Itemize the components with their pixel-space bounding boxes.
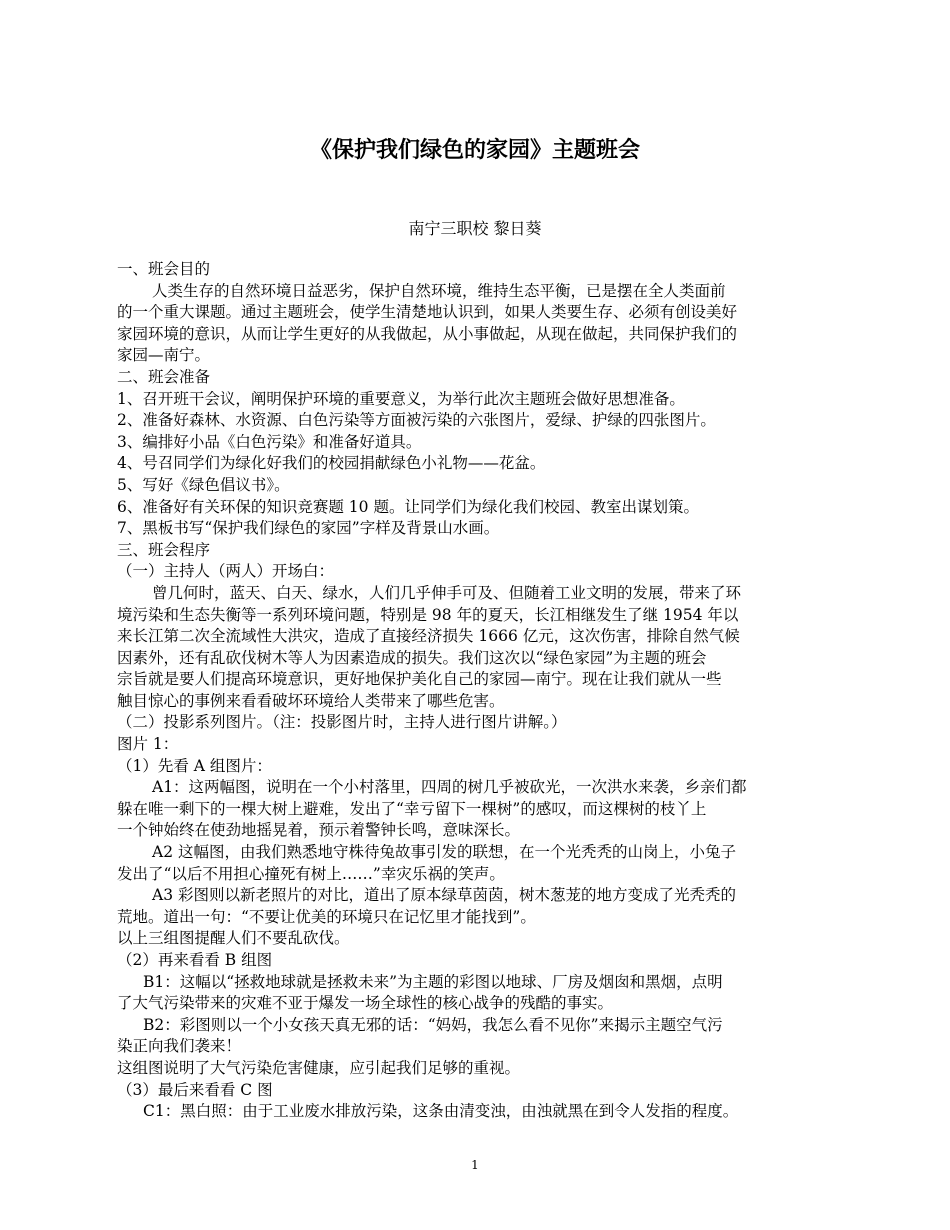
text-line: 人类生存的自然环境日益恶劣，保护自然环境，维持生态平衡，已是摆在全人类面前 [152, 281, 726, 300]
text-line: 荒地。道出一句：“不要让优美的环境只在记忆里才能找到”。 [117, 907, 536, 926]
text-line: 这组图说明了大气污染危害健康，应引起我们足够的重视。 [117, 1058, 521, 1077]
text-line: 6、准备好有关环保的知识竞赛题 10 题。让同学们为绿化我们校园、教室出谋划策。 [117, 497, 699, 516]
text-line: （一）主持人（两人）开场白： [117, 562, 335, 581]
page-number: 1 [471, 1158, 479, 1172]
text-line: 因素外，还有乱砍伐树木等人为因素造成的损失。我们这次以“绿色家园”为主题的班会 [117, 648, 707, 667]
text-line: 境污染和生态失衡等一系列环境问题，特别是 98 年的夏天，长江相继发生了继 1954 年以 [117, 605, 739, 624]
text-line: 7、黑板书写“保护我们绿色的家园”字样及背景山水画。 [117, 519, 500, 538]
text-line: （二）投影系列图片。（注：投影图片时，主持人进行图片讲解。） [117, 713, 567, 732]
text-line: 一、班会目的 [117, 260, 211, 278]
text-line: 二、班会准备 [117, 367, 211, 386]
text-line: 2、准备好森林、水资源、白色污染等方面被污染的六张图片，爱绿、护绿的四张图片。 [117, 411, 716, 430]
text-line: 染正向我们袭来！ [117, 1037, 242, 1056]
text-line: 来长江第二次全流域性大洪灾，造成了直接经济损失 1666 亿元，这次伤害，排除自然气候 [117, 627, 740, 646]
text-line: A3 彩图则以新老照片的对比，道出了原本绿草茵茵，树木葱茏的地方变成了光秃秃的 [152, 886, 736, 905]
text-line: 以上三组图提醒人们不要乱砍伐。 [117, 929, 350, 948]
document-title: 《保护我们绿色的家园》主题班会 [309, 138, 640, 163]
text-line: 家园—南宁。 [117, 346, 211, 365]
text-line: （2）再来看看 B 组图 [117, 951, 273, 969]
text-line: 3、编排好小品《白色污染》和准备好道具。 [117, 432, 422, 451]
text-line: （1）先看 A 组图片： [117, 756, 272, 775]
text-line: 5、写好《绿色倡议书》。 [117, 475, 290, 494]
text-line: B1：这幅以“拯救地球就是拯救未来”为主题的彩图以地球、厂房及烟囱和黑烟，点明 [143, 972, 723, 991]
text-line: 图片 1： [117, 735, 179, 754]
text-line: A1：这两幅图，说明在一个小村落里，四周的树几乎被砍光，一次洪水来袭，乡亲们都 [152, 778, 747, 797]
text-line: 曾几何时，蓝天、白天、绿水，人们几乎伸手可及、但随着工业文明的发展，带来了环 [152, 583, 742, 602]
text-line: 躲在唯一剩下的一棵大树上避难，发出了“幸亏留下一棵树”的感叹，而这棵树的枝丫上 [117, 799, 707, 818]
text-line: 发出了“以后不用担心撞死有树上……”幸灾乐祸的笑声。 [117, 864, 505, 883]
text-line: 家园环境的意识，从而让学生更好的从我做起，从小事做起，从现在做起，共同保护我们的 [117, 324, 738, 343]
text-line: 的一个重大课题。通过主题班会，使学生清楚地认识到，如果人类要生存、必须有创设美好 [117, 303, 738, 322]
text-line: 4、号召同学们为绿化好我们的校园捐献绿色小礼物——花盆。 [117, 454, 546, 473]
text-line: （3）最后来看看 C 图 [117, 1080, 273, 1099]
text-line: 了大气污染带来的灾难不亚于爆发一场全球性的核心战争的残酷的事实。 [117, 994, 614, 1013]
document-author: 南宁三职校 黎日葵 [408, 219, 542, 238]
text-line: 三、班会程序 [117, 540, 211, 559]
text-line: 触目惊心的事例来看看破坏环境给人类带来了哪些危害。 [117, 691, 505, 710]
text-line: 宗旨就是要人们提高环境意识，更好地保护美化自己的家园—南宁。现在让我们就从一些 [117, 670, 722, 689]
text-line: B2：彩图则以一个小女孩天真无邪的话：“妈妈，我怎么看不见你”来揭示主题空气污 [143, 1015, 723, 1034]
text-line: 1、召开班干会议，阐明保护环境的重要意义，为举行此次主题班会做好思想准备。 [117, 389, 685, 408]
text-line: A2 这幅图，由我们熟悉地守株待兔故事引发的联想，在一个光秃秃的山岗上，小兔子 [152, 843, 736, 862]
text-line: C1：黑白照：由于工业废水排放污染，这条由清变浊，由浊就黑在到令人发指的程度。 [143, 1102, 739, 1121]
text-line: 一个钟始终在使劲地摇晃着，预示着警钟长鸣，意味深长。 [117, 821, 521, 840]
document-body [117, 259, 835, 1123]
